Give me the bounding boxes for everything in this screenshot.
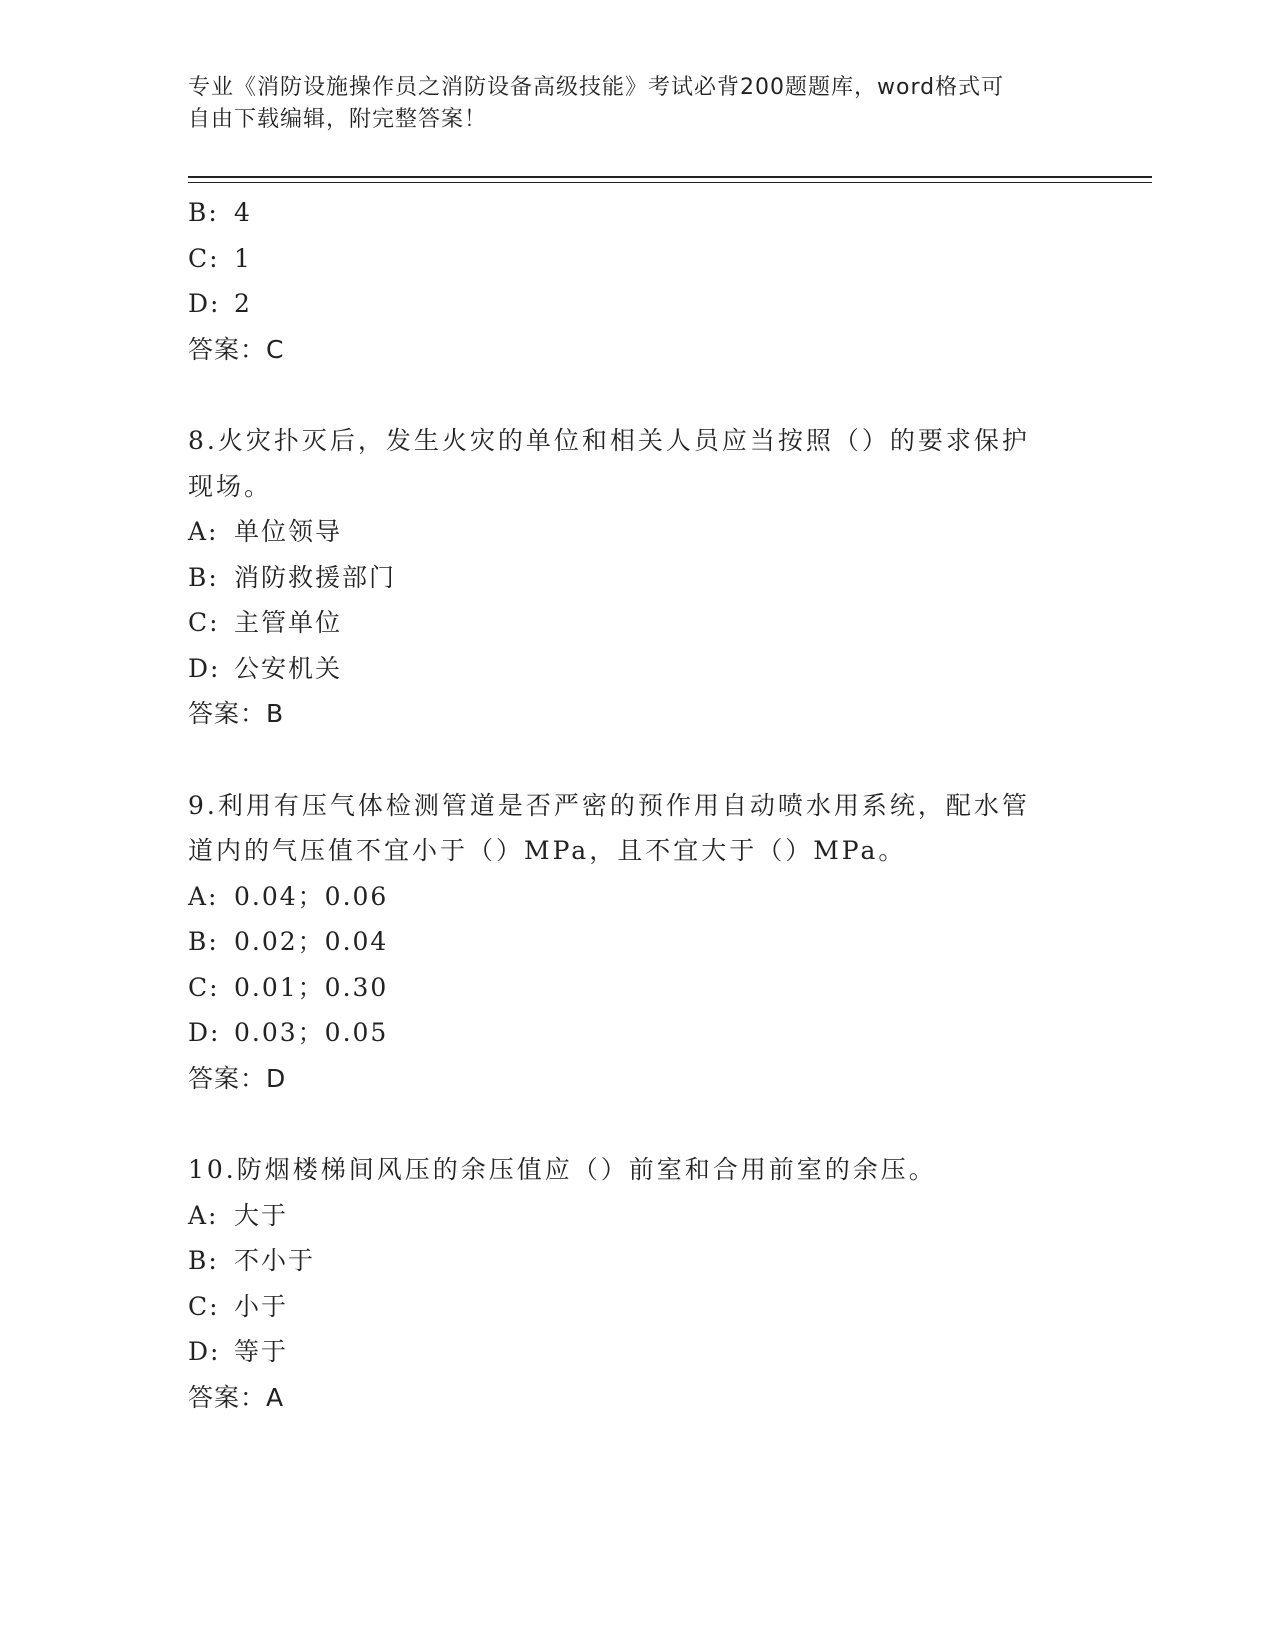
document-body <box>188 190 1068 1420</box>
question-stem <box>188 1147 1068 1193</box>
question-stem-line-2: 道内的气压值不宜小于（）MPa，且不宜大于（）MPa。 <box>188 836 907 865</box>
option-text: 0.02；0.04 <box>234 927 389 956</box>
option-key: A: <box>188 1200 219 1230</box>
option-key: C: <box>188 1291 220 1321</box>
option-d <box>188 1329 1068 1375</box>
question-stem-line-1: 8.火灾扑灭后，发生火灾的单位和相关人员应当按照（）的要求保护 <box>188 426 1030 455</box>
option-b <box>188 919 1068 965</box>
option-d <box>188 1010 1068 1056</box>
option-a <box>188 874 1068 920</box>
option-text: 不小于 <box>234 1246 316 1275</box>
option-text: 小于 <box>234 1291 289 1321</box>
option-key: D: <box>188 289 221 318</box>
option-text: 0.03；0.05 <box>234 1018 389 1047</box>
option-text: 0.01；0.30 <box>234 972 389 1002</box>
option-b <box>188 1238 1068 1284</box>
option-key: D: <box>188 1337 221 1366</box>
option-key: C: <box>188 972 220 1002</box>
option-a <box>188 509 1068 555</box>
question-stem-line-1: 9.利用有压气体检测管道是否严密的预作用自动喷水用系统，配水管 <box>188 790 1030 820</box>
option-key: B: <box>188 198 219 227</box>
question-8 <box>188 418 1068 737</box>
option-text: 1 <box>234 243 252 273</box>
option-key: B: <box>188 927 219 956</box>
option-d <box>188 281 1068 327</box>
header-line-2: 自由下载编辑，附完整答案！ <box>188 107 488 132</box>
question-7-tail <box>188 190 1068 372</box>
option-text: 2 <box>234 289 252 318</box>
option-key: C: <box>188 608 220 637</box>
option-text: 单位领导 <box>234 517 343 546</box>
question-stem <box>188 783 1068 874</box>
header-line-1: 专业《消防设施操作员之消防设备高级技能》考试必背200题题库，word格式可 <box>188 75 1005 100</box>
answer-line: 答案：C <box>188 334 285 364</box>
question-10 <box>188 1147 1068 1420</box>
option-text: 等于 <box>234 1337 289 1366</box>
option-a <box>188 1193 1068 1239</box>
option-key: A: <box>188 517 219 546</box>
option-b <box>188 190 1068 236</box>
option-d <box>188 646 1068 692</box>
document-header <box>188 72 1068 136</box>
option-text: 大于 <box>234 1200 289 1230</box>
option-b <box>188 555 1068 601</box>
option-c <box>188 965 1068 1011</box>
option-key: D: <box>188 1018 221 1047</box>
option-c <box>188 1284 1068 1330</box>
question-9 <box>188 783 1068 1102</box>
answer-line: 答案：D <box>188 1063 287 1093</box>
option-text: 消防救援部门 <box>234 562 397 592</box>
option-text: 公安机关 <box>234 653 343 683</box>
question-stem-line-2: 现场。 <box>188 471 273 501</box>
option-c <box>188 236 1068 282</box>
option-key: D: <box>188 653 221 683</box>
answer-line: 答案：A <box>188 1382 285 1412</box>
question-stem-line-1: 10.防烟楼梯间风压的余压值应（）前室和合用前室的余压。 <box>188 1155 937 1184</box>
option-key: A: <box>188 881 219 911</box>
option-key: B: <box>188 562 219 592</box>
option-text: 主管单位 <box>234 608 343 637</box>
option-key: B: <box>188 1246 219 1275</box>
answer-line: 答案：B <box>188 699 285 728</box>
header-rule-thick <box>188 176 1152 178</box>
option-c <box>188 600 1068 646</box>
question-stem <box>188 418 1068 509</box>
option-text: 0.04；0.06 <box>234 881 389 911</box>
header-rule-thin <box>188 182 1152 183</box>
option-key: C: <box>188 243 220 273</box>
option-text: 4 <box>234 198 252 227</box>
